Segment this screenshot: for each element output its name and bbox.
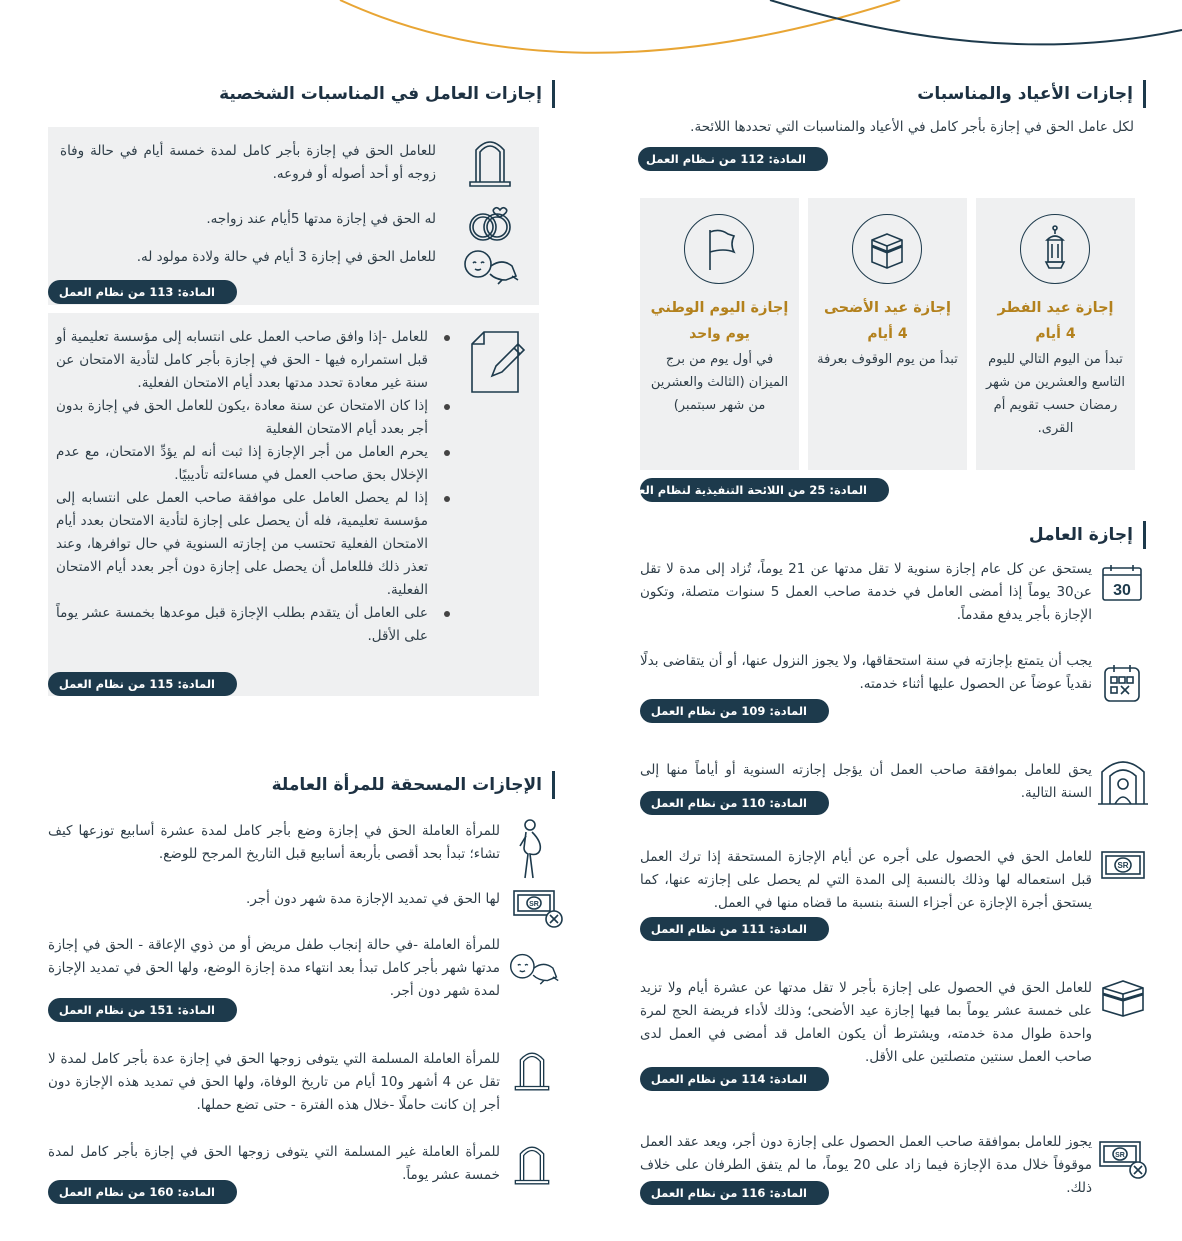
holiday-card-eid-fitr: [976, 198, 1135, 470]
article-109-badge: المادة: 109 من نظام العمل: [640, 699, 829, 723]
svg-text:SR: SR: [529, 901, 539, 908]
women-text-4: للمرأة العاملة المسلمة التي يتوفى زوجها الحق في إجازة عدة بأجر كامل لمدة لا تقل عن 4 أشهر و10 أيام من تاريخ الوفاة، ولها الحق في تمديد هذه الإجازة دون أجر إن كانت حاملًا -خلال هذه الفترة - حتى تضع حملها.: [48, 1051, 500, 1113]
worker-leave-text-1: يستحق عن كل عام إجازة سنوية لا تقل مدتها عن 21 يوماً، تُزاد إلى مدة لا تقل عن30 يوماً إذا أمضى العامل في خدمة صاحب العمل 5 سنوات متصلة، وتكون الإجازة بأجر يدفع مقدماً.: [640, 561, 1092, 623]
calendar-30-icon: [1100, 563, 1144, 603]
document-edit-icon: [466, 330, 528, 394]
article-113-badge: المادة: 113 من نظام العمل: [48, 280, 237, 304]
personal-text-2: له الحق في إجازة مدتها 5أيام عند زواجه.: [206, 211, 436, 227]
holidays-regulation-badge: المادة: 25 من اللائحة التنفيذية لنظام العمل: [640, 478, 889, 502]
flag-icon: [684, 214, 754, 284]
holiday-card-national-day: [640, 198, 799, 470]
card-text: تبدأ من يوم الوقوف بعرفة: [817, 352, 958, 367]
article-110-badge: المادة: 110 من نظام العمل: [640, 791, 829, 815]
worker-leave-text-3: يحق للعامل بموافقة صاحب العمل أن يؤجل إجازته السنوية أو أياماً منها إلى السنة التالية.: [640, 762, 1092, 801]
doorway-icon: [1096, 754, 1150, 806]
grave-icon: [512, 1140, 552, 1186]
money-cancel-icon: [512, 887, 564, 931]
money-sr-icon: [1100, 848, 1146, 882]
baby-icon: [508, 950, 560, 986]
worker-leave-text-6: يجوز للعامل بموافقة صاحب العمل الحصول على إجازة دون أجر، ويعد عقد العمل موقوفاً خلال مدة الإجازة فيما زاد على 20 يوماً، ما لم يتفق الطرفان على خلاف ذلك.: [640, 1134, 1092, 1196]
card-duration: يوم واحد: [689, 326, 750, 342]
pregnant-icon: [516, 818, 546, 880]
worker-leave-text-4: للعامل الحق في الحصول على أجره عن أيام الإجازة المستحقة إذا ترك العمل قبل استعماله لها وذلك بالنسبة إلى المدة التي لم يحصل على إجازته عنها، كما يستحق أجرة الإجازة عن أجزاء السنة بنسبة ما قضاه منها في العمل.: [640, 849, 1092, 911]
article-114-badge: المادة: 114 من نظام العمل: [640, 1067, 829, 1091]
rings-icon: [464, 204, 516, 244]
worker-leave-text-5: للعامل الحق في الحصول على إجازة بأجر لا تقل مدتها عن عشرة أيام ولا تزيد على خمسة عشر يوماً بما فيها إجازة عيد الأضحى؛ وذلك لأداء فريضة الحج لمرة واحدة طوال مدة خدمته، ويشترط أن يكون العامل قد أمضى في العمل لدى صاحب العمل سنتين متصلتين على الأقل.: [640, 980, 1092, 1065]
article-111-badge: المادة: 111 من نظام العمل: [640, 917, 829, 941]
grave-icon: [512, 1046, 552, 1092]
holidays-article-badge: المادة: 112 من نـظام العمل: [638, 147, 828, 171]
svg-text:SR: SR: [1117, 861, 1129, 870]
card-title: إجازة اليوم الوطني: [650, 300, 789, 316]
exam-bullet-list: [56, 326, 428, 648]
article-116-badge: المادة: 116 من نظام العمل: [640, 1181, 829, 1205]
worker-leave-heading: إجازة العامل: [1029, 521, 1146, 549]
women-heading: الإجازات المسحقة للمرأة العاملة: [272, 771, 555, 799]
card-duration: 4 أيام: [867, 326, 908, 342]
calendar-x-icon: [1102, 662, 1142, 704]
worker-leave-text-2: يجب أن يتمتع بإجازته في سنة استحقاقها، ولا يجوز النزول عنها، أو أن يتقاضى بدلًا نقدياً عوضاً عن الحصول عليها أثناء خدمته.: [640, 653, 1092, 692]
lantern-icon: [1020, 214, 1090, 284]
list-item: للعامل -إذا وافق صاحب العمل على انتسابه إلى مؤسسة تعليمية أو قبل استمراره فيها - الحق في إجازة بأجر كامل لتأدية الامتحان عن سنة غير معادة تحدد مدتها بعدد أيام الامتحان الفعلية.: [56, 326, 428, 395]
card-duration: 4 أيام: [1035, 326, 1076, 342]
women-text-1: للمرأة العاملة الحق في إجازة وضع بأجر كامل لمدة عشرة أسابيع توزعها كيف تشاء؛ تبدأ بحد أقصى بأربعة أسابيع قبل التاريخ المرجح للوضع.: [48, 823, 500, 862]
card-title: إجازة عيد الفطر: [997, 300, 1114, 316]
list-item: على العامل أن يتقدم بطلب الإجازة قبل موعدها بخمسة عشر يوماً على الأقل.: [56, 602, 428, 648]
holiday-card-eid-adha: [808, 198, 967, 470]
personal-text-3: للعامل الحق في إجازة 3 أيام في حالة ولادة مولود له.: [136, 249, 436, 265]
kaaba-icon: [852, 214, 922, 284]
baby-icon: [462, 246, 520, 286]
personal-heading: إجازات العامل في المناسبات الشخصية: [219, 80, 555, 108]
card-text: تبدأ من اليوم التالي لليوم التاسع والعشرين من شهر رمضان حسب تقويم أم القرى.: [986, 352, 1125, 436]
article-151-badge: المادة: 151 من نظام العمل: [48, 998, 237, 1022]
svg-text:30: 30: [1113, 582, 1131, 599]
list-item: إذا كان الامتحان عن سنة معادة ،يكون للعامل الحق في إجازة بدون أجر بعدد أيام الامتحان الفعلية: [56, 395, 428, 441]
article-115-badge: المادة: 115 من نظام العمل: [48, 672, 237, 696]
list-item: إذا لم يحصل العامل على موافقة صاحب العمل على انتسابه إلى مؤسسة تعليمية، فله أن يحصل على إجازة لتأدية الامتحان بعدد أيام الامتحان الفعلية تحتسب من إجازته السنوية في حال توافرها، وعند تعذر ذلك فللعامل أن يحصل على إجازة دون أجر بعدد أيام الامتحان الفعلية.: [56, 487, 428, 602]
card-text: في أول يوم من برج الميزان (الثالث والعشرين من شهر سبتمبر): [650, 352, 789, 413]
holidays-heading: إجازات الأعياد والمناسبات: [917, 80, 1146, 108]
women-text-2: لها الحق في تمديد الإجازة مدة شهر دون أجر.: [246, 891, 500, 907]
personal-text-1: للعامل الحق في إجازة بأجر كامل لمدة خمسة أيام في حالة وفاة زوجه أو أحد أصوله أو فروعه.: [60, 143, 436, 182]
article-160-badge: المادة: 160 من نظام العمل: [48, 1180, 237, 1204]
money-cancel-icon: [1098, 1138, 1150, 1182]
holidays-intro: لكل عامل الحق في إجازة بأجر كامل في الأعياد والمناسبات التي تحددها اللائحة.: [690, 119, 1134, 135]
women-text-5: للمرأة العاملة غير المسلمة التي يتوفى زوجها الحق في إجازة بأجر كامل لمدة خمسة عشر يوماً.: [48, 1144, 500, 1183]
kaaba-icon: [1100, 978, 1146, 1018]
women-text-3: للمرأة العاملة -في حالة إنجاب طفل مريض أو من ذوي الإعاقة - الحق في إجازة مدتها شهر بأجر كامل تبدأ بعد انتهاء مدة إجازة الوضع، ولها الحق في تمديد الإجازة لمدة شهر دون أجر.: [48, 937, 500, 999]
grave-icon: [466, 134, 514, 188]
svg-text:SR: SR: [1115, 1152, 1125, 1159]
card-title: إجازة عيد الأضحى: [824, 300, 951, 316]
header-waves: [0, 0, 1182, 80]
list-item: يحرم العامل من أجر الإجازة إذا ثبت أنه لم يؤدِّ الامتحان، مع عدم الإخلال بحق صاحب العمل في مساءلته تأديبيًا.: [56, 441, 428, 487]
